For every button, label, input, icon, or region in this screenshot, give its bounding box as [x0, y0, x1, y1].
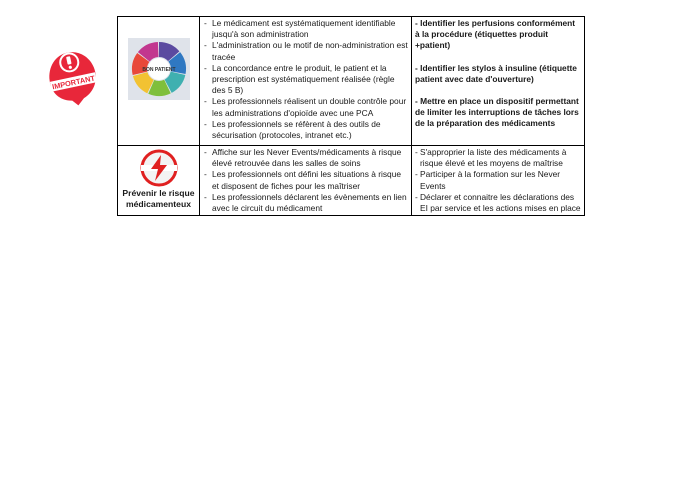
actions-cell — [412, 17, 585, 146]
theme-label: Prévenir le risque médicamenteux — [122, 188, 195, 209]
criteria-item: - La concordance entre le produit, le patient et la prescription est systématiquement réalisée (règle des 5 B) — [203, 63, 408, 97]
action-item: - Déclarer et connaitre les déclarations des EI par service et les actions mises en place — [415, 192, 581, 214]
criteria-item: - Affiche sur les Never Events/médicaments à risque élevé retrouvée dans les salles de soins — [203, 147, 408, 169]
bon-patient-cycle-icon — [128, 38, 190, 100]
criteria-cell — [200, 146, 412, 216]
criteria-item: - Les professionnels ont défini les situations à risque et disposent de fiches pour les maîtriser — [203, 169, 408, 191]
criteria-item: - Les professionnels réalisent un double contrôle pour les administrations d'opioïde avec une PCA — [203, 96, 408, 118]
criteria-item: - L'administration ou le motif de non-administration est tracée — [203, 40, 408, 62]
important-badge-text: IMPORTANT — [51, 73, 96, 92]
criteria-item: - Le médicament est systématiquement identifiable jusqu'à son administration — [203, 18, 408, 40]
criteria-item: - Les professionnels déclarent les évènements en lien avec le circuit du médicament — [203, 192, 408, 214]
criteria-cell — [200, 17, 412, 146]
never-events-icon — [137, 149, 181, 187]
action-item: - S'approprier la liste des médicaments à risque élevé et les moyens de maîtrise — [415, 147, 581, 169]
action-item: - Participer à la formation sur les Never Events — [415, 169, 581, 191]
action-item: - Mettre en place un dispositif permettant de limiter les interruptions de tâches lors de la préparation des médicaments — [415, 96, 579, 129]
action-item: - Identifier les perfusions conformément à la procédure (étiquettes produit +patient) — [415, 18, 576, 51]
theme-logo-cell — [118, 146, 200, 216]
theme-logo-cell — [118, 17, 200, 146]
important-badge-icon — [44, 48, 102, 108]
table-row — [118, 146, 585, 216]
actions-cell — [412, 146, 585, 216]
table-row — [118, 17, 585, 146]
bon-patient-center-text: BON PATIENT — [141, 67, 176, 73]
quality-criteria-table — [117, 16, 585, 216]
action-item: - Identifier les stylos à insuline (étiquette patient avec date d'ouverture) — [415, 62, 577, 84]
criteria-item: - Les professionnels se réfèrent à des outils de sécurisation (protocoles, intranet etc.) — [203, 119, 408, 141]
